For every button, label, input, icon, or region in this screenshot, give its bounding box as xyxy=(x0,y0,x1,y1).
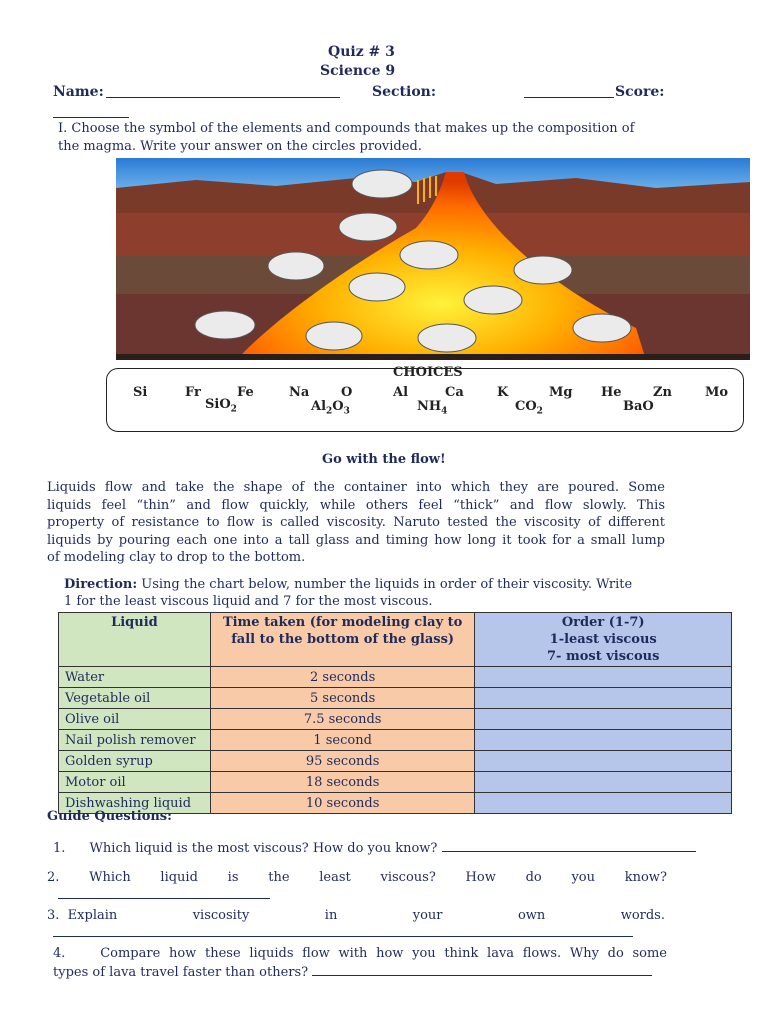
quiz-number: Quiz # 3 xyxy=(328,44,395,60)
score-blank-2[interactable] xyxy=(53,105,129,118)
header-liquid: Liquid xyxy=(59,613,211,667)
answer-circle xyxy=(400,241,458,269)
question-2: 2. Which liquid is the least viscous? How do you know? xyxy=(47,870,667,885)
choice-co2: $CO_2$ xyxy=(515,399,543,417)
table-row: Dishwashing liquid 10 seconds xyxy=(59,793,732,814)
choice-zn: Zn xyxy=(653,385,672,400)
answer-circle xyxy=(195,311,255,339)
answer-line[interactable] xyxy=(312,963,652,976)
choice-bao: BaO xyxy=(623,399,654,414)
guide-title: Guide Questions: xyxy=(47,809,172,824)
score-blank[interactable] xyxy=(524,84,614,98)
choice-ca: Ca xyxy=(445,385,464,400)
choice-al2o3: $Al_2O_3$ xyxy=(311,399,350,417)
viscosity-table xyxy=(58,612,732,814)
section-label: Section: xyxy=(372,84,437,100)
choice-mo: Mo xyxy=(705,385,729,400)
question-4: 4. Compare how these liquids flow with how you think lava flows. Why do some types of lava travel faster than others? xyxy=(53,946,667,980)
table-row: Olive oil 7.5 seconds xyxy=(59,709,732,730)
order-cell[interactable] xyxy=(475,772,732,793)
table-row: Vegetable oil 5 seconds xyxy=(59,688,732,709)
answer-circle xyxy=(268,252,324,280)
order-cell[interactable] xyxy=(475,751,732,772)
choice-fe: Fe xyxy=(237,385,254,400)
viscosity-paragraph: Liquids flow and take the shape of the container into which they are poured. Some liquids feel “thin” and flow quickly, while others feel “thick” and flow slowly. This property of resistance to flow is called viscosity. Naruto tested the viscosity of different liquids by pouring each one into a tall glass and timing how long it took for a small lump of modeling clay to drop to the bottom. xyxy=(47,480,665,565)
choice-fr: Fr xyxy=(185,385,201,400)
question-1: 1. Which liquid is the most viscous? How do you know? xyxy=(53,839,723,858)
direction-text: Direction: Using the chart below, number the liquids in order of their viscosity. Write xyxy=(64,577,633,592)
answer-line[interactable] xyxy=(58,886,270,899)
choice-k: K xyxy=(497,385,509,400)
choice-si: Si xyxy=(133,385,148,400)
choice-na: Na xyxy=(289,385,310,400)
answer-circle xyxy=(464,286,522,314)
choices-title: CHOICES xyxy=(393,365,463,380)
direction-text-2: 1 for the least viscous liquid and 7 for the most viscous. xyxy=(64,594,433,609)
header-time: Time taken (for modeling clay to fall to the bottom of the glass) xyxy=(210,613,475,667)
order-cell[interactable] xyxy=(475,730,732,751)
volcano-illustration xyxy=(116,158,750,360)
answer-circle xyxy=(418,324,476,352)
header-order: Order (1-7) 1-least viscous 7- most viscous xyxy=(475,613,732,667)
table-row: Motor oil 18 seconds xyxy=(59,772,732,793)
choice-mg: Mg xyxy=(549,385,573,400)
order-cell[interactable] xyxy=(475,793,732,814)
table-row: Golden syrup 95 seconds xyxy=(59,751,732,772)
answer-circle xyxy=(514,256,572,284)
answer-line[interactable] xyxy=(442,839,696,852)
score-label: Score: xyxy=(615,84,665,100)
order-cell[interactable] xyxy=(475,688,732,709)
answer-circle xyxy=(349,273,405,301)
name-label: Name: xyxy=(53,84,104,100)
name-blank[interactable] xyxy=(106,84,340,98)
answer-circle xyxy=(352,170,412,198)
order-cell[interactable] xyxy=(475,667,732,688)
answer-line[interactable] xyxy=(53,924,633,937)
choice-sio2: SiO$_2$ xyxy=(205,397,237,415)
table-row: Water 2 seconds xyxy=(59,667,732,688)
table-row: Nail polish remover 1 second xyxy=(59,730,732,751)
subject-title: Science 9 xyxy=(320,63,396,79)
answer-circle xyxy=(573,314,631,342)
order-cell[interactable] xyxy=(475,709,732,730)
choices-box xyxy=(106,365,744,432)
flow-heading: Go with the flow! xyxy=(322,452,446,467)
choice-o: O xyxy=(341,385,353,400)
choice-he: He xyxy=(601,385,622,400)
answer-circle xyxy=(306,322,362,350)
part1-instruction: I. Choose the symbol of the elements and compounds that makes up the composition of the magma. Write your answer on the circles provided. xyxy=(58,121,635,154)
answer-circle xyxy=(339,213,397,241)
choice-nh4: $NH_4$ xyxy=(417,399,448,417)
question-3: 3. Explain viscosity in your own words. xyxy=(47,908,665,923)
choice-al: Al xyxy=(393,385,409,400)
